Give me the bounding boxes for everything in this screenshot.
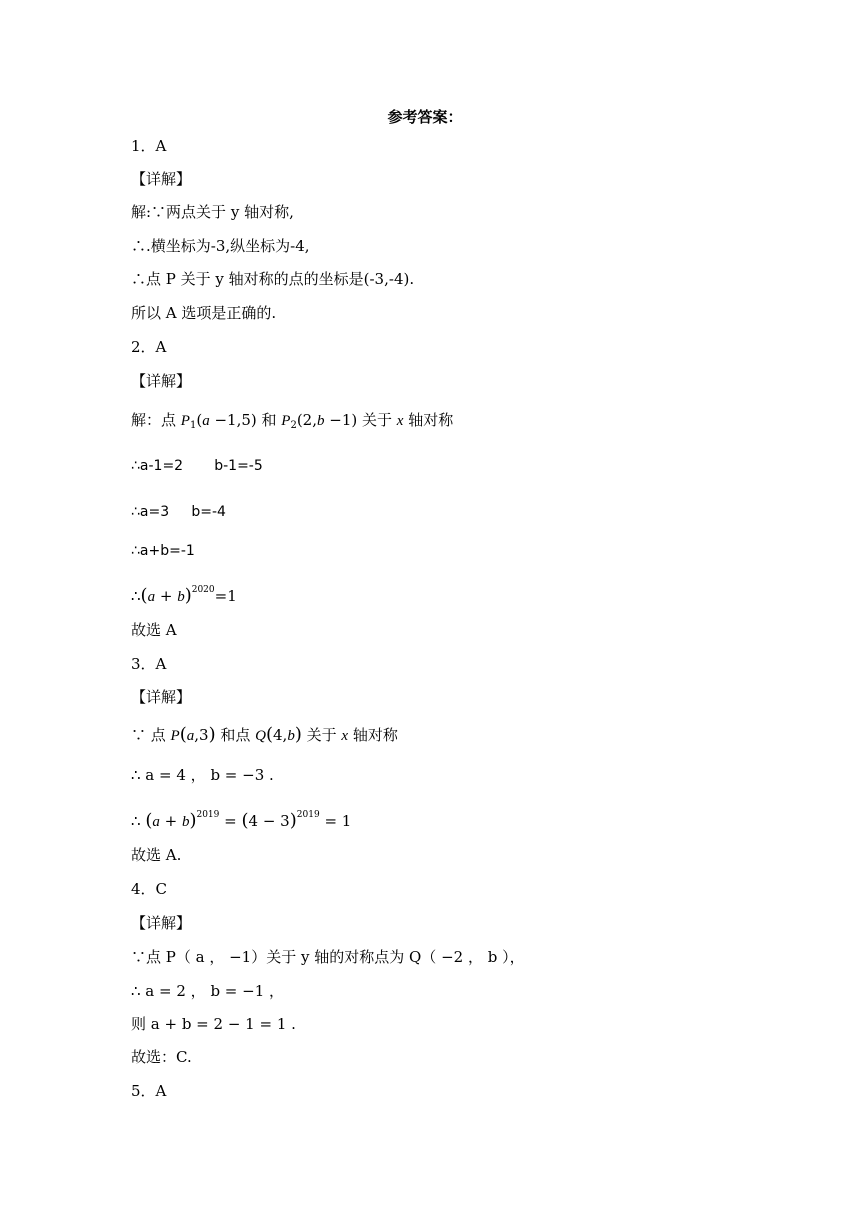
answer-2-line-5: ∴(a + b)$^{2020}$=1: [131, 585, 237, 606]
answer-3-line-1: ∵ 点 P(a,3) 和点 Q(4,b) 关于 x 轴对称: [131, 724, 398, 745]
answer-4-line-3: 则 a + b = 2 − 1 = 1 .: [131, 1015, 296, 1033]
answer-4-line-1: ∵点 P（ a ， −1）关于 y 轴的对称点为 Q（ −2 ， b ），: [131, 948, 525, 966]
answer-2-line-3: ∴a=3 b=-4: [131, 504, 226, 520]
answer-1-line-4: 所以 A 选项是正确的.: [131, 304, 277, 322]
answer-4-heading: 4．C: [131, 880, 168, 898]
answer-2-line-4: ∴a+b=-1: [131, 543, 195, 559]
answer-1-line-1: 解:∵两点关于 y 轴对称,: [131, 203, 294, 221]
answer-2-line-1: 解：点 $P_1(a -1,5)$ 和 $P_2(2,b -1)$ 关于 x 轴对称: [131, 411, 454, 431]
answer-3-heading: 3．A: [131, 655, 167, 673]
answer-3-detail-tag: 【详解】: [131, 688, 192, 706]
answer-4-line-2: ∴ a = 2 ， b = −1 ，: [131, 982, 285, 1000]
answer-4-line-4: 故选：C.: [131, 1048, 192, 1066]
answer-2-heading: 2．A: [131, 338, 167, 356]
answer-1-line-3: ∴点 P 关于 y 轴对称的点的坐标是(-3,-4).: [131, 270, 415, 288]
answer-2-line-6: 故选 A: [131, 621, 177, 639]
answer-2-detail-tag: 【详解】: [131, 372, 192, 390]
answer-4-detail-tag: 【详解】: [131, 914, 192, 932]
page-title: 参考答案：: [387, 108, 463, 126]
answer-1-heading: 1．A: [131, 137, 167, 155]
answer-5-heading: 5．A: [131, 1082, 167, 1100]
answer-2-line-2: ∴a-1=2 b-1=-5: [131, 458, 263, 474]
answer-1-line-2: ∴.横坐标为-3,纵坐标为-4,: [131, 237, 310, 255]
answer-1-detail-tag: 【详解】: [131, 170, 192, 188]
answer-3-line-3: ∴ $(a + b)^{2019} = (4 - 3)^{2019} = 1$: [131, 810, 352, 831]
answer-3-line-2: ∴ a = 4 ， b = −3 .: [131, 766, 274, 784]
answer-3-line-4: 故选 A.: [131, 846, 182, 864]
